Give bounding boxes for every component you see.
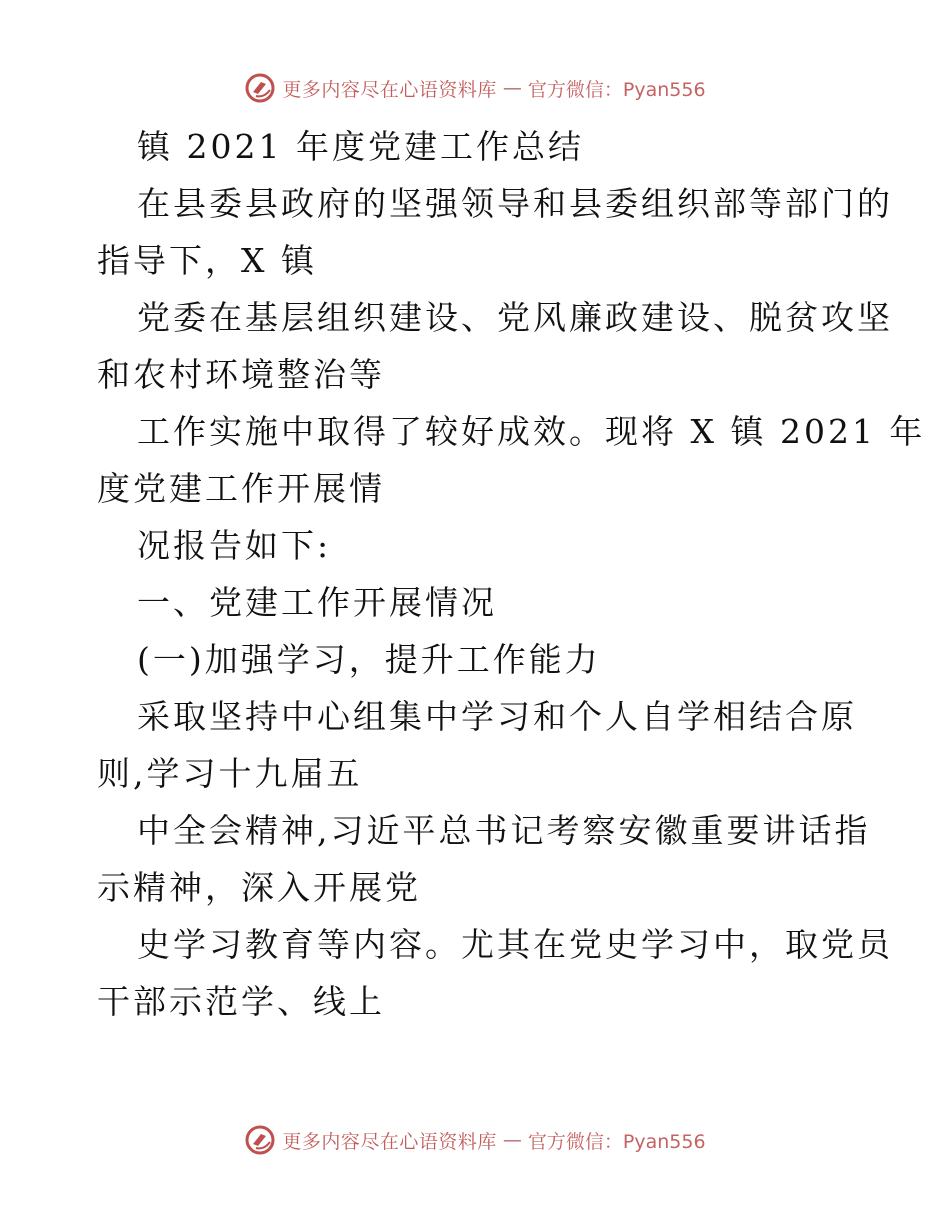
paragraph-line: 和农村环境整治等 (97, 355, 385, 394)
subsection-heading: (一)加强学习，提升工作能力 (137, 640, 601, 679)
footer-watermark (0, 1124, 950, 1156)
watermark-wechat: 官方微信：Pyan556 (527, 1130, 706, 1153)
header-watermark (0, 72, 950, 104)
section-heading: 一、党建工作开展情况 (137, 583, 497, 622)
paragraph-line: 中全会精神,习近平总书记考察安徽重要讲话指 (137, 811, 871, 850)
watermark-dash: — (502, 1129, 522, 1151)
brand-logo-icon (244, 1124, 276, 1156)
paragraph-line: 采取坚持中心组集中学习和个人自学相结合原 (137, 697, 857, 736)
brand-logo-icon (244, 72, 276, 104)
paragraph-line: 在县委县政府的坚强领导和县委组织部等部门的 (137, 184, 893, 223)
watermark-wechat: 官方微信：Pyan556 (527, 78, 706, 101)
paragraph-line: 度党建工作开展情 (97, 469, 385, 508)
paragraph-line: 史学习教育等内容。尤其在党史学习中，取党员 (137, 925, 893, 964)
paragraph-line: 示精神，深入开展党 (97, 868, 421, 907)
paragraph-line: 工作实施中取得了较好成效。现将 X 镇 2021 年 (137, 412, 926, 451)
document-body (97, 118, 926, 1030)
paragraph-line: 况报告如下: (137, 526, 332, 565)
document-title: 镇 2021 年度党建工作总结 (137, 127, 584, 166)
paragraph-line: 党委在基层组织建设、党风廉政建设、脱贫攻坚 (137, 298, 893, 337)
paragraph-line: 则,学习十九届五 (97, 754, 363, 793)
watermark-dash: — (502, 77, 522, 99)
paragraph-line: 指导下，X 镇 (97, 241, 317, 280)
watermark-text: 更多内容尽在心语资料库 (282, 1130, 497, 1153)
paragraph-line: 干部示范学、线上 (97, 982, 385, 1021)
watermark-text: 更多内容尽在心语资料库 (282, 78, 497, 101)
